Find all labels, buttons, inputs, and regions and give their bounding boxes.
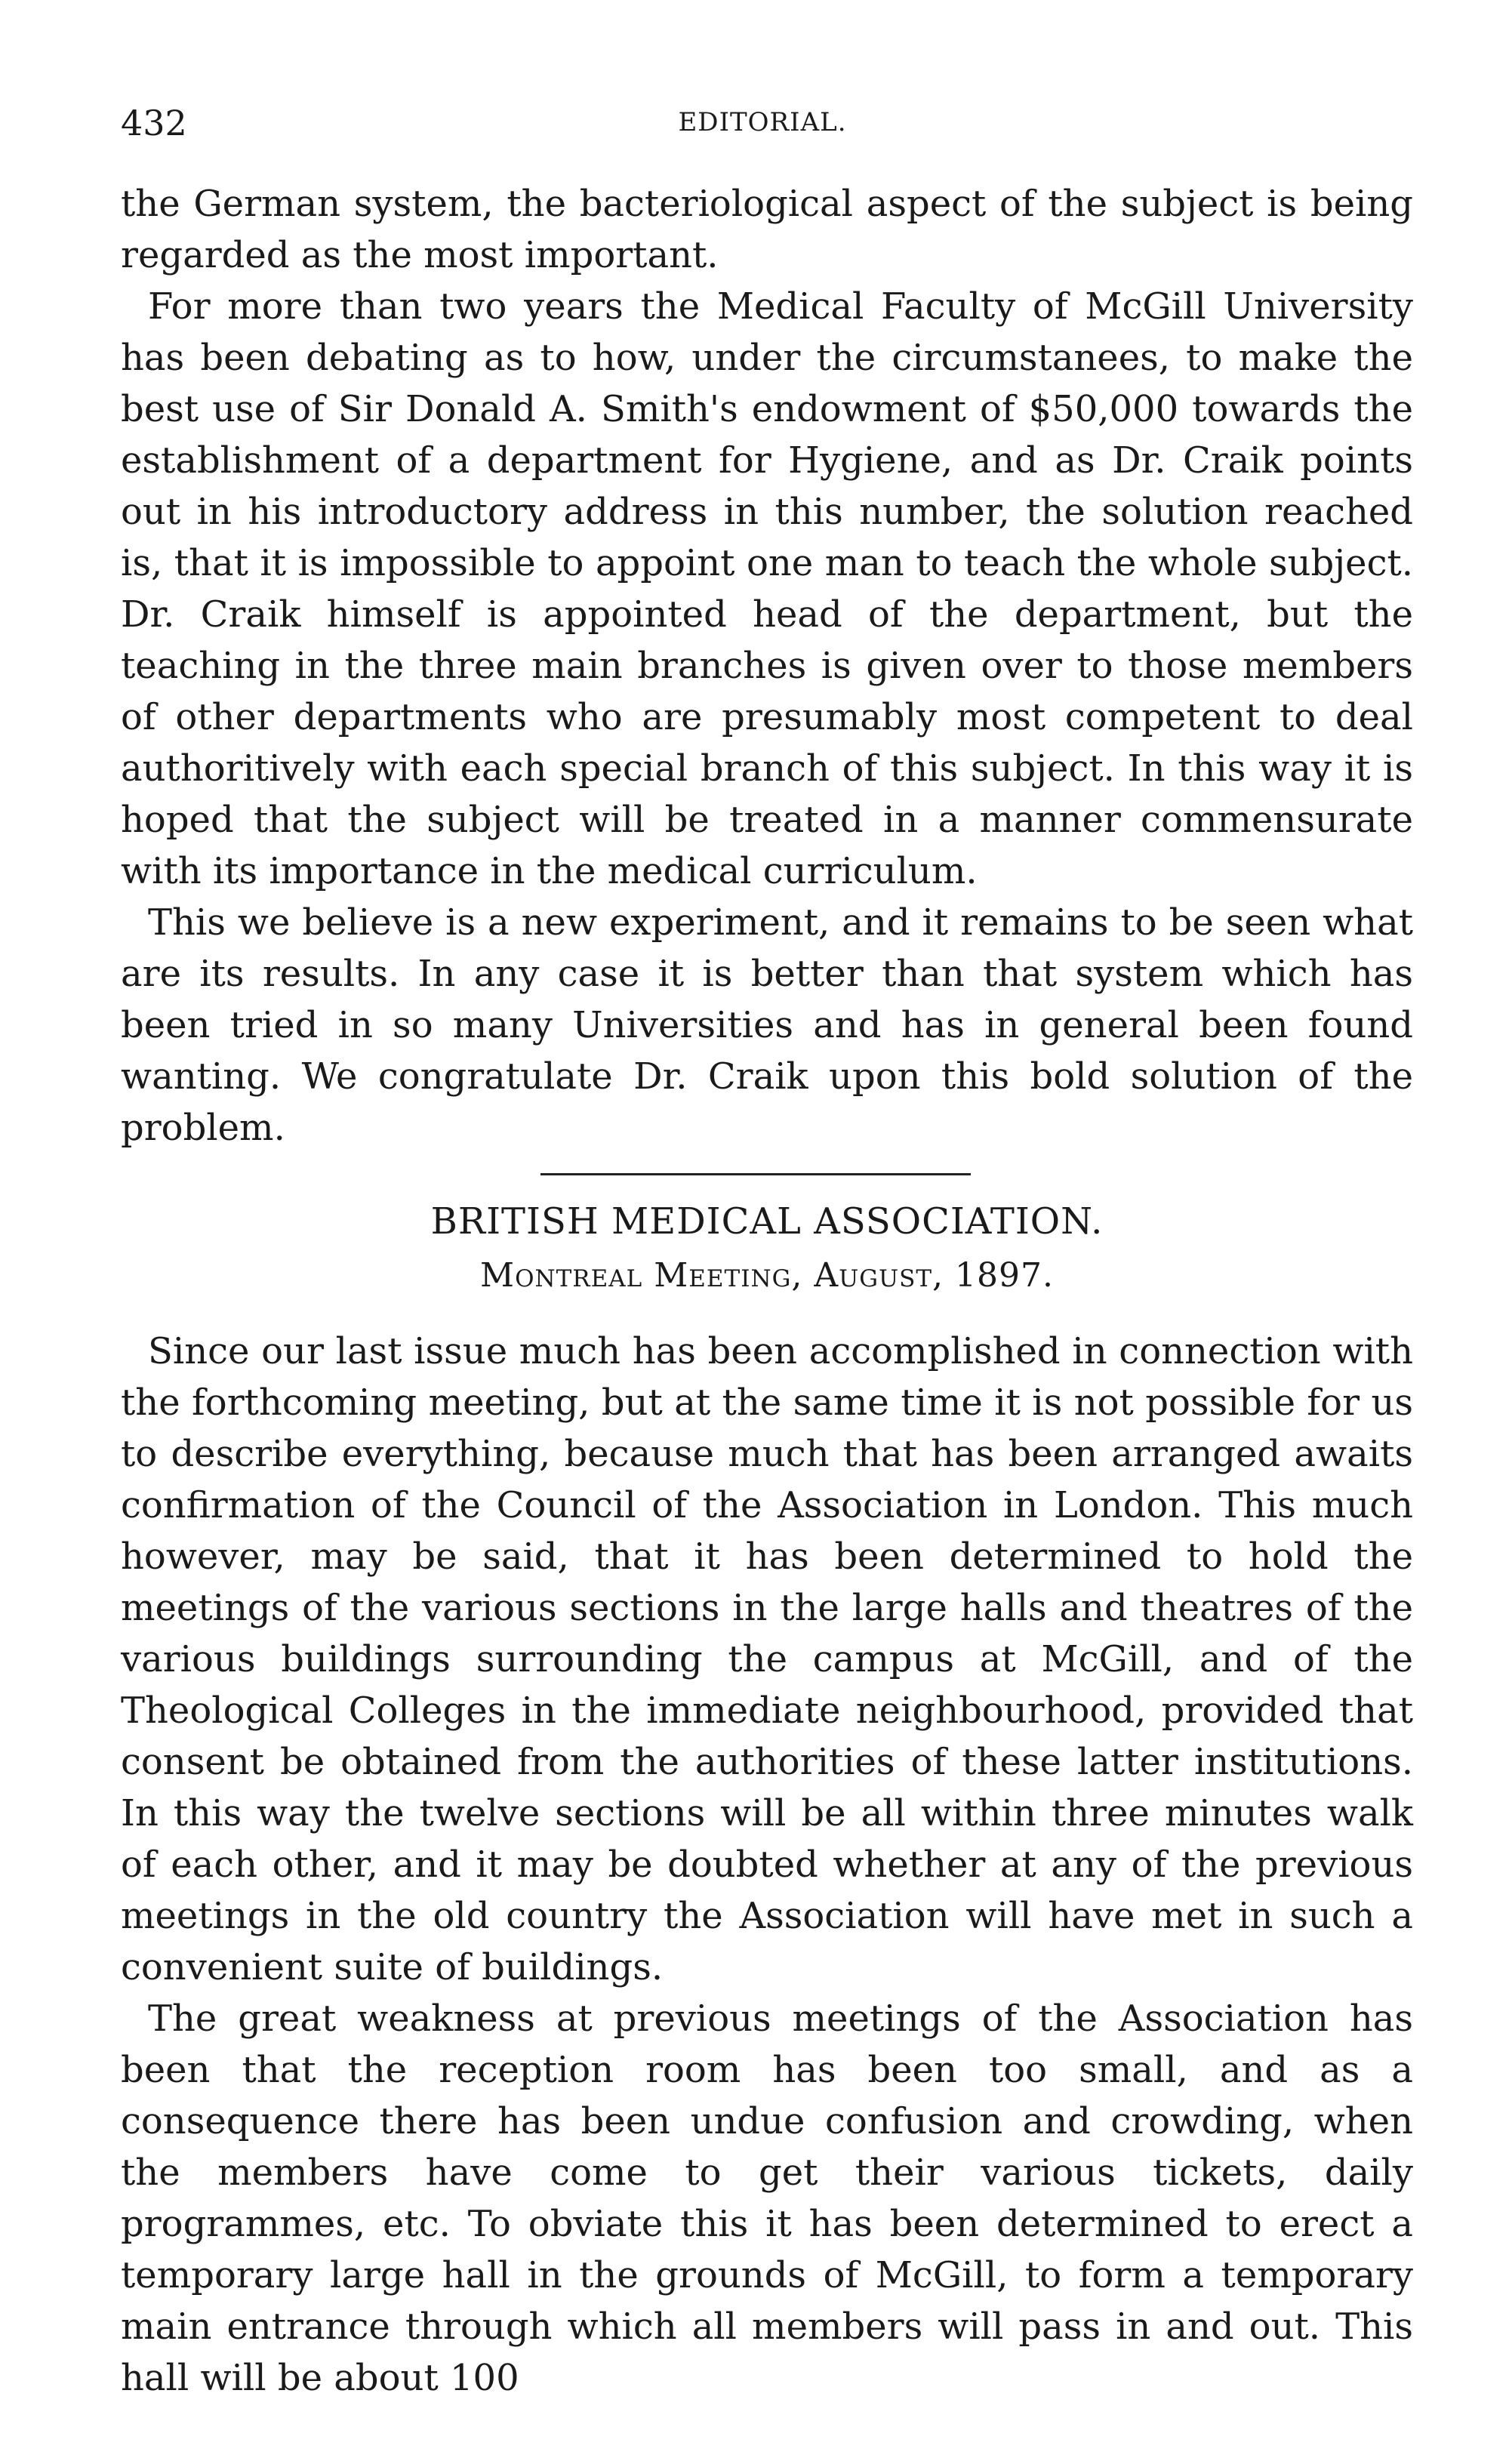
experiment-paragraph: This we believe is a new experiment, and it remains to be seen what are its results. In any case it is better than that system which has been tried in so many Universities and has in general been found wanting. We congratulate Dr. Craik upon this bold solution of the problem.	[121, 901, 1413, 1149]
section-divider	[540, 1173, 971, 1175]
running-head	[121, 103, 1404, 148]
hygiene-department-paragraph: For more than two years the Medical Faculty of McGill University has been debating as to how, under the circumstanees, to make the best use of Sir Donald A. Smith's endowment of $50,000 towards the establishment of a department for Hygiene, and as Dr. Craik points out in his introductory address in this number, the solution reached is, that it is impossible to appoint one man to teach the whole subject. Dr. Craik himself is appointed head of the department, but the teaching in the three main branches is given over to those members of other departments who are presumably most competent to deal authoritively with each special branch of this subject. In this way it is hoped that the subject will be treated in a manner commensurate with its importance in the medical curriculum.	[121, 285, 1413, 892]
editorial-top-column	[121, 178, 1413, 1154]
section-subheading: Montreal Meeting, August, 1897.	[480, 1256, 1054, 1295]
section-heading: BRITISH MEDICAL ASSOCIATION.	[430, 1200, 1104, 1243]
association-column	[121, 1326, 1413, 2404]
running-title: EDITORIAL.	[678, 107, 847, 137]
reception-hall-paragraph: The great weakness at previous meetings of the Association has been that the reception room has been too small, and as a consequence there has been undue confusion and crowding, when the members have come to get their various tickets, daily programmes, etc. To obviate this it has been determined to erect a temporary large hall in the grounds of McGill, to form a temporary main entrance through which all members will pass in and out. This hall will be about 100	[121, 1998, 1413, 2399]
meeting-arrangements-paragraph: Since our last issue much has been accomplished in connection with the forthcoming meeting, but at the same time it is not possible for us to describe everything, because much that has been arranged awaits confirmation of the Council of the Association in London. This much however, may be said, that it has been determined to hold the meetings of the various sections in the large halls and theatres of the various buildings surrounding the campus at McGill, and of the Theological Colleges in the immediate neighbourhood, provided that consent be obtained from the authorities of these latter institutions. In this way the twelve sections will be all within three minutes walk of each other, and it may be doubted whether at any of the previous meetings in the old country the Association will have met in such a convenient suite of buildings.	[121, 1330, 1413, 1988]
page-number: 432	[121, 103, 187, 143]
continuation-paragraph: the German system, the bacteriological aspect of the subject is being regarded as the most important.	[121, 183, 1413, 276]
